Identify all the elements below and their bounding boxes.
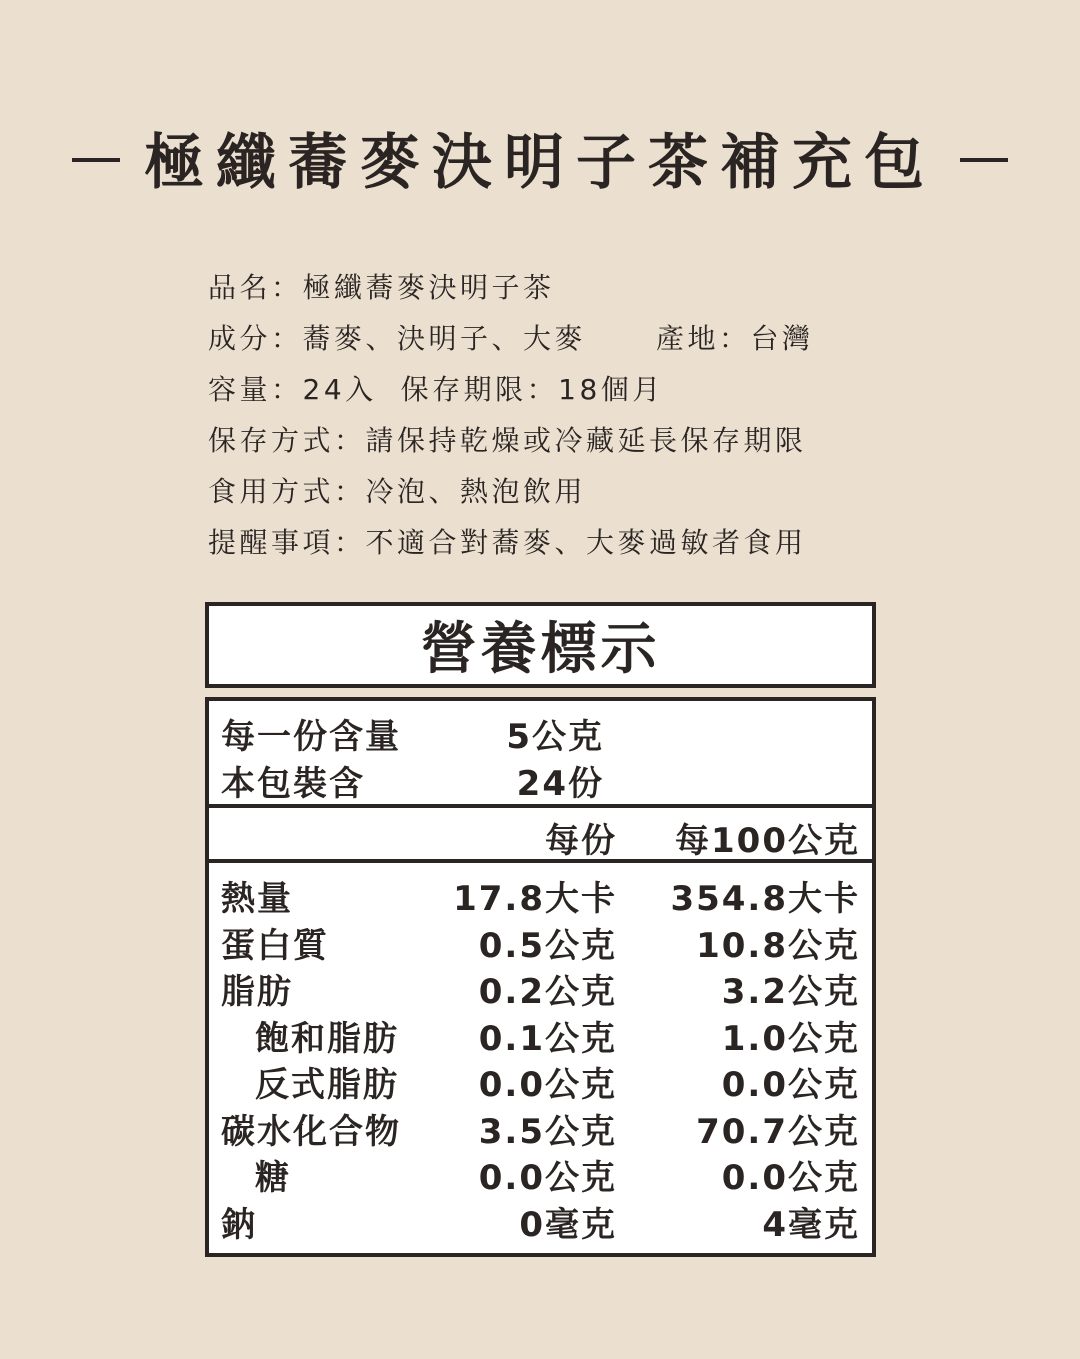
table-row xyxy=(209,1057,872,1104)
nutrient-per-serving: 0毫克 xyxy=(519,1204,617,1245)
info-line-capacity xyxy=(208,364,908,415)
servings-value: 24份 xyxy=(516,764,604,804)
nutrient-per-serving: 0.0公克 xyxy=(478,1065,617,1105)
table-row xyxy=(209,1104,872,1151)
nutrient-per-serving: 0.0公克 xyxy=(478,1158,617,1198)
product-info xyxy=(208,262,908,568)
nutrient-per-100g: 4毫克 xyxy=(762,1204,860,1245)
nutrition-column-header xyxy=(209,804,872,863)
nutrient-per-serving: 3.5公克 xyxy=(478,1111,617,1152)
serving-size-label: 每一份含量 xyxy=(221,717,401,757)
nutrient-per-100g: 354.8大卡 xyxy=(670,879,860,919)
title-dash-left xyxy=(72,158,120,162)
nutrient-name: 飽和脂肪 xyxy=(255,1018,399,1059)
page-title: 極纖蕎麥決明子茶補充包 xyxy=(144,128,936,198)
nutrient-per-100g: 0.0公克 xyxy=(721,1065,860,1105)
nutrient-per-100g: 3.2公克 xyxy=(721,972,860,1012)
nutrition-rows xyxy=(209,871,872,1243)
info-line-name xyxy=(208,262,908,313)
info-product-name: 品名：極纖蕎麥決明子茶 xyxy=(208,271,555,304)
nutrient-name: 蛋白質 xyxy=(221,925,329,966)
info-capacity: 容量：24入 xyxy=(208,373,377,406)
info-warning: 提醒事項：不適合對蕎麥、大麥過敏者食用 xyxy=(208,526,807,559)
nutrition-table xyxy=(205,697,876,1257)
nutrient-name: 糖 xyxy=(255,1158,291,1198)
nutrient-per-serving: 0.2公克 xyxy=(478,972,617,1012)
serving-info xyxy=(209,701,872,804)
nutrient-per-serving: 17.8大卡 xyxy=(453,879,617,919)
info-usage: 食用方式：冷泡、熱泡飲用 xyxy=(208,475,587,508)
servings-label: 本包裝含 xyxy=(221,764,365,804)
info-line-ingredients xyxy=(208,313,908,364)
nutrient-per-100g: 10.8公克 xyxy=(696,925,860,966)
table-row xyxy=(209,1197,872,1244)
nutrient-name: 脂肪 xyxy=(221,972,293,1012)
nutrient-per-100g: 0.0公克 xyxy=(721,1158,860,1198)
nutrition-heading: 營養標示 xyxy=(205,602,876,688)
nutrient-name: 熱量 xyxy=(221,879,293,919)
info-storage: 保存方式：請保持乾燥或冷藏延長保存期限 xyxy=(208,424,807,457)
nutrient-per-serving: 0.5公克 xyxy=(478,925,617,966)
table-row xyxy=(209,1150,872,1197)
table-row xyxy=(209,1011,872,1058)
nutrient-per-100g: 70.7公克 xyxy=(696,1111,860,1152)
info-shelf-life: 保存期限：18個月 xyxy=(400,373,664,406)
table-row xyxy=(209,918,872,965)
table-row xyxy=(209,871,872,918)
info-line-warning xyxy=(208,517,908,568)
info-line-usage xyxy=(208,466,908,517)
table-row xyxy=(209,964,872,1011)
title-dash-right xyxy=(960,158,1008,162)
nutrient-per-100g: 1.0公克 xyxy=(721,1018,860,1059)
nutrient-per-serving: 0.1公克 xyxy=(478,1018,617,1059)
nutrient-name: 鈉 xyxy=(221,1204,257,1245)
serving-size-value: 5公克 xyxy=(506,717,604,757)
info-origin: 產地：台灣 xyxy=(656,322,814,355)
page-title-row xyxy=(0,118,1080,198)
info-line-storage xyxy=(208,415,908,466)
nutrient-name: 反式脂肪 xyxy=(255,1065,399,1105)
info-ingredients: 成分：蕎麥、決明子、大麥 xyxy=(208,322,587,355)
column-per-serving: 每份 xyxy=(545,821,617,861)
nutrient-name: 碳水化合物 xyxy=(221,1111,401,1152)
column-per-100g: 每100公克 xyxy=(675,821,860,861)
